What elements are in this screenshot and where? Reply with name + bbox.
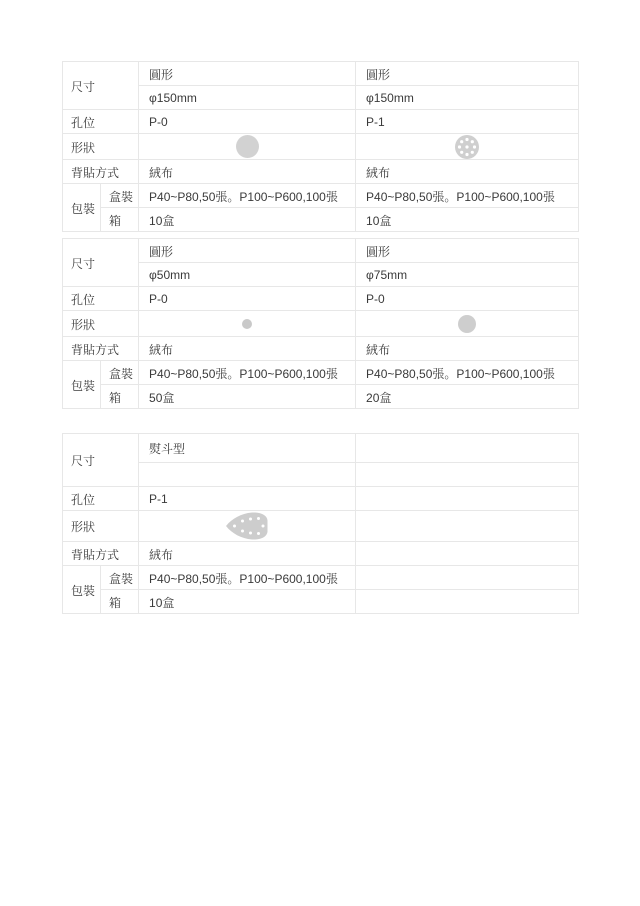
dimension-value: φ50mm [139,263,356,287]
carton-packing-value: 20盒 [356,385,579,409]
shape-preview-cell [139,134,356,160]
hole-position-value: P-0 [356,287,579,311]
sanding-disc-plain-medium-icon [458,315,476,333]
row-label-packaging: 包裝 [63,361,101,409]
shape-preview-cell-empty [356,511,579,542]
box-packing-value [356,566,579,590]
shape-preview-cell [139,511,356,542]
hole-position-value: P-0 [139,287,356,311]
row-label-packaging: 包裝 [63,566,101,614]
carton-packing-value: 10盒 [139,208,356,232]
shape-type-value: 圓形 [139,62,356,86]
carton-packing-value: 10盒 [356,208,579,232]
dimension-value: φ75mm [356,263,579,287]
row-label-boxed: 盒裝 [101,566,139,590]
row-label-backing-method: 背貼方式 [63,160,139,184]
shape-type-value: 熨斗型 [139,434,356,463]
box-packing-value: P40~P80,50張。P100~P600,100張 [356,361,579,385]
shape-type-value: 圓形 [139,239,356,263]
carton-packing-value: 50盒 [139,385,356,409]
row-label-backing-method: 背貼方式 [63,542,139,566]
hole-position-value [356,487,579,511]
box-packing-value: P40~P80,50張。P100~P600,100張 [356,184,579,208]
row-label-size: 尺寸 [63,434,139,487]
sanding-disc-plain-large-icon [236,135,259,158]
dimension-value [139,463,356,487]
hole-position-value: P-1 [139,487,356,511]
carton-packing-value: 10盒 [139,590,356,614]
row-label-carton: 箱 [101,590,139,614]
row-label-boxed: 盒裝 [101,184,139,208]
backing-value: 絨布 [356,337,579,361]
row-label-packaging: 包裝 [63,184,101,232]
row-label-hole-position: 孔位 [63,110,139,134]
hole-position-value: P-1 [356,110,579,134]
row-label-size: 尺寸 [63,239,139,287]
row-label-carton: 箱 [101,208,139,232]
row-label-shape: 形狀 [63,134,139,160]
sanding-disc-with-holes-icon [455,135,479,159]
backing-value: 絨布 [139,160,356,184]
row-label-hole-position: 孔位 [63,487,139,511]
spec-table-50-75mm [62,238,579,409]
shape-preview-cell [356,311,579,337]
row-label-hole-position: 孔位 [63,287,139,311]
backing-value [356,542,579,566]
row-label-boxed: 盒裝 [101,361,139,385]
box-packing-value: P40~P80,50張。P100~P600,100張 [139,184,356,208]
shape-type-value [356,434,579,463]
shape-preview-cell [356,134,579,160]
backing-value: 絨布 [139,337,356,361]
row-label-backing-method: 背貼方式 [63,337,139,361]
row-label-size: 尺寸 [63,62,139,110]
dimension-value [356,463,579,487]
shape-type-value: 圓形 [356,239,579,263]
iron-shaped-pad-icon [225,511,269,541]
carton-packing-value [356,590,579,614]
spec-table-150mm [62,61,579,232]
hole-position-value: P-0 [139,110,356,134]
backing-value: 絨布 [356,160,579,184]
box-packing-value: P40~P80,50張。P100~P600,100張 [139,361,356,385]
dimension-value: φ150mm [139,86,356,110]
box-packing-value: P40~P80,50張。P100~P600,100張 [139,566,356,590]
spec-table-iron-shape [62,433,579,614]
row-label-shape: 形狀 [63,511,139,542]
shape-type-value: 圓形 [356,62,579,86]
dimension-value: φ150mm [356,86,579,110]
row-label-carton: 箱 [101,385,139,409]
backing-value: 絨布 [139,542,356,566]
shape-preview-cell [139,311,356,337]
row-label-shape: 形狀 [63,311,139,337]
sanding-disc-plain-small-icon [242,319,252,329]
